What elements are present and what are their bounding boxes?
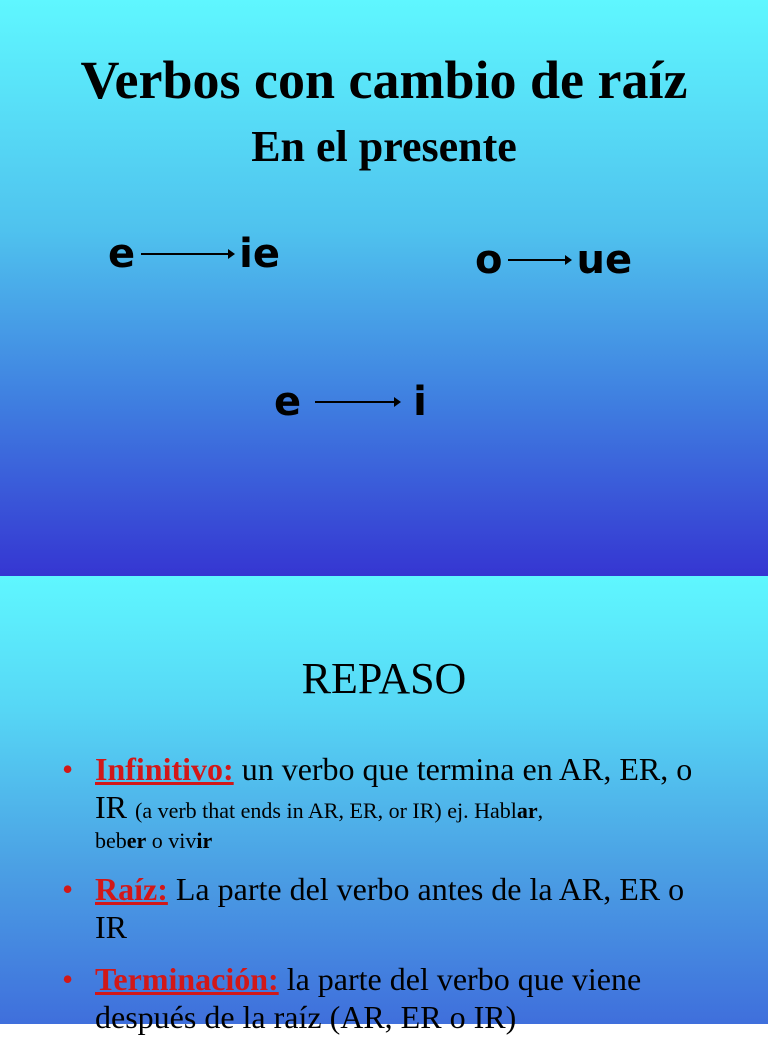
bullet-icon: •	[62, 871, 74, 907]
term-label: Terminación:	[95, 961, 279, 997]
bullet-examples	[95, 826, 722, 856]
slide-heading: REPASO	[301, 654, 467, 703]
rule-from: e	[108, 231, 136, 277]
term-label: Raíz:	[95, 871, 168, 907]
slide-subtitle: En el presente	[251, 122, 517, 171]
bullet-icon: •	[62, 961, 74, 997]
arrow-right-icon	[315, 401, 399, 403]
bullet-note: (a verb that ends in AR, ER, or IR) ej. Habl	[135, 798, 517, 823]
term-label: Infinitivo:	[95, 751, 234, 787]
example-ending: er	[126, 828, 147, 853]
bullet-icon: •	[62, 751, 74, 787]
rule-to: ie	[239, 231, 280, 277]
rule-from: o	[475, 237, 503, 283]
bullet-item-raiz	[62, 870, 722, 946]
bullet-item-infinitivo	[62, 750, 722, 856]
example-separator: ,	[537, 798, 544, 823]
arrow-right-icon	[141, 253, 233, 255]
bullet-text: la parte del verbo que viene después de la raíz (AR, ER o IR)	[95, 961, 642, 1035]
example-stem: beb	[95, 828, 127, 853]
example-ending: ir	[196, 828, 213, 853]
example-separator: o viv	[146, 828, 197, 853]
stem-change-rule-o-ue	[475, 238, 632, 282]
bullet-text: La parte del verbo antes de la AR, ER o IR	[95, 871, 685, 945]
rule-to: ue	[576, 237, 633, 283]
bullet-list	[62, 750, 722, 1050]
slide-title: Verbos con cambio de raíz	[80, 50, 688, 110]
arrow-right-icon	[508, 259, 570, 261]
rule-from: e	[274, 379, 302, 425]
stem-change-rule-e-i	[274, 380, 427, 424]
bullet-item-terminacion	[62, 960, 722, 1036]
rule-to: i	[413, 379, 427, 425]
bullet-text: un verbo que termina en AR, ER, o IR	[95, 751, 693, 825]
example-ending: ar	[516, 798, 538, 823]
stem-change-rule-e-ie	[108, 232, 280, 276]
